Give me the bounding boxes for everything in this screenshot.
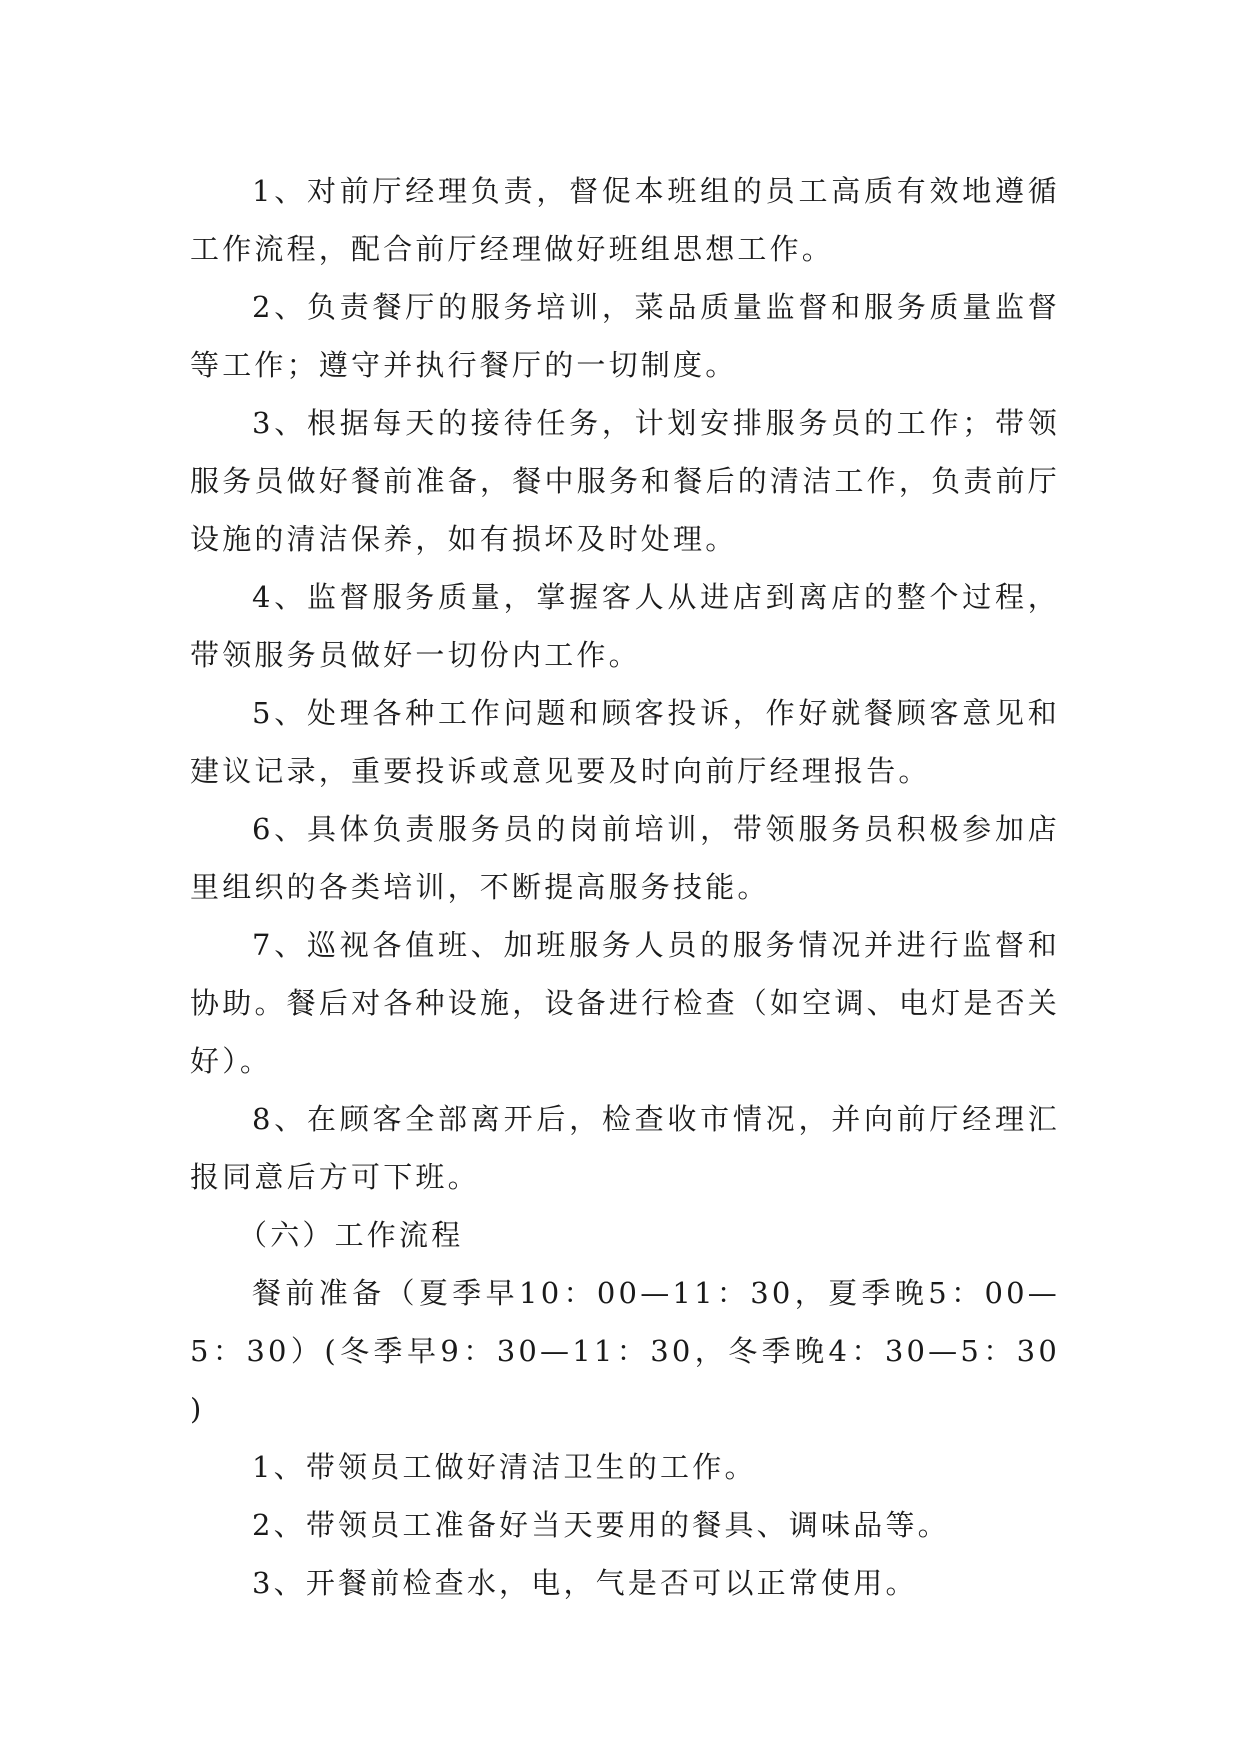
schedule-paragraph: 餐前准备（夏季早10：00—11：30，夏季晚5：00—5：30）(冬季早9：30—11：30，冬季晚4：30—5：30 ) bbox=[190, 1276, 1060, 1426]
duty-paragraph-4: 4、监督服务质量，掌握客人从进店到离店的整个过程，带领服务员做好一切份内工作。 bbox=[190, 580, 1060, 672]
duty-paragraph-2: 2、负责餐厅的服务培训，菜品质量监督和服务质量监督等工作；遵守并执行餐厅的一切制度。 bbox=[190, 290, 1060, 382]
duty-paragraph-5: 5、处理各种工作问题和顾客投诉，作好就餐顾客意见和建议记录，重要投诉或意见要及时向前厅经理报告。 bbox=[190, 696, 1060, 788]
workflow-step-3: 3、开餐前检查水，电，气是否可以正常使用。 bbox=[252, 1566, 918, 1600]
section-heading: （六）工作流程 bbox=[238, 1218, 464, 1252]
document-body bbox=[190, 162, 1060, 1612]
duty-paragraph-8: 8、在顾客全部离开后，检查收市情况，并向前厅经理汇报同意后方可下班。 bbox=[190, 1102, 1060, 1194]
duty-paragraph-7: 7、巡视各值班、加班服务人员的服务情况并进行监督和协助。餐后对各种设施，设备进行检查（如空调、电灯是否关好）。 bbox=[190, 928, 1060, 1078]
duty-paragraph-6: 6、具体负责服务员的岗前培训，带领服务员积极参加店里组织的各类培训，不断提高服务技能。 bbox=[190, 812, 1060, 904]
workflow-step-1: 1、带领员工做好清洁卫生的工作。 bbox=[252, 1450, 757, 1484]
duty-paragraph-3: 3、根据每天的接待任务，计划安排服务员的工作；带领服务员做好餐前准备，餐中服务和餐后的清洁工作，负责前厅设施的清洁保养，如有损坏及时处理。 bbox=[190, 406, 1060, 556]
workflow-step-2: 2、带领员工准备好当天要用的餐具、调味品等。 bbox=[252, 1508, 950, 1542]
duty-paragraph-1: 1、对前厅经理负责，督促本班组的员工高质有效地遵循工作流程，配合前厅经理做好班组思想工作。 bbox=[190, 174, 1060, 266]
